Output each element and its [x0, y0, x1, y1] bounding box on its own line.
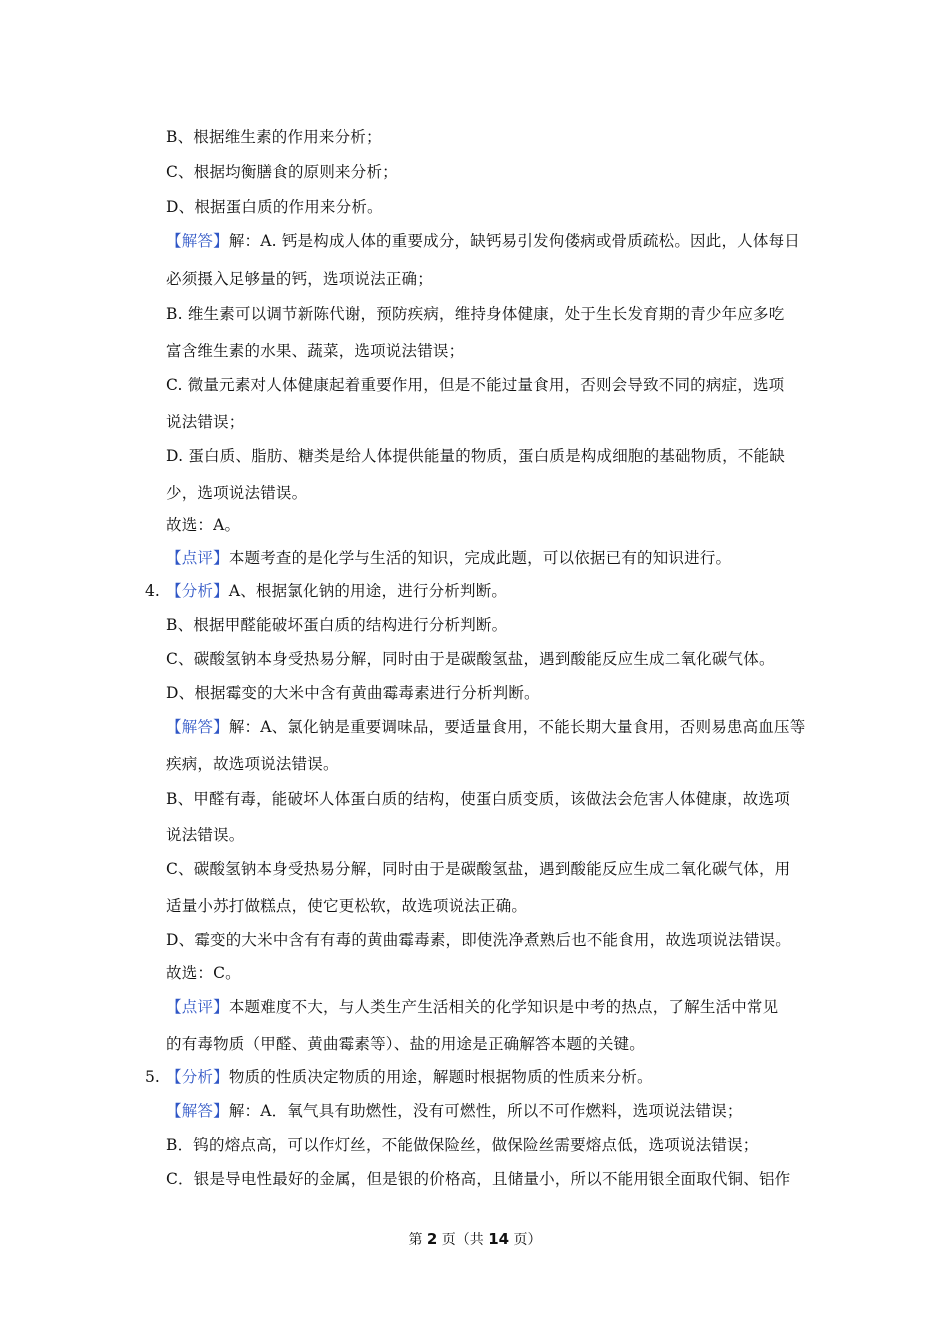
footer-prefix: 第 — [408, 1232, 427, 1248]
q4-answer-choice: 故选：C。 — [166, 964, 241, 982]
q4-answer-line: 适量小苏打做糕点，使它更松软，故选项说法正确。 — [166, 897, 528, 915]
footer-suffix: 页） — [509, 1232, 542, 1248]
q3-analysis-b: B、根据维生素的作用来分析； — [166, 128, 382, 146]
comment-tag: 【点评】 — [166, 998, 229, 1016]
q4-analysis-c: C、碳酸氢钠本身受热易分解，同时由于是碳酸氢盐，遇到酸能反应生成二氧化碳气体。 — [166, 650, 775, 668]
q4-answer-line: D、霉变的大米中含有有毒的黄曲霉毒素，即使洗净煮熟后也不能食用，故选项说法错误。 — [166, 931, 791, 949]
q5-answer-line — [166, 1100, 743, 1122]
q5-answer-text: 解：A．氧气具有助燃性，没有可燃性，所以不可作燃料，选项说法错误； — [228, 1102, 743, 1120]
q5-analysis-line — [166, 1066, 653, 1088]
q3-answer-choice: 故选：A。 — [166, 516, 241, 534]
page-number: 2 — [426, 1230, 438, 1248]
q3-answer-text: 解：A. 钙是构成人体的重要成分，缺钙易引发佝偻病或骨质疏松。因此，人体每日 — [228, 232, 800, 250]
q4-answer-line: B、甲醛有毒，能破坏人体蛋白质的结构，使蛋白质变质，该做法会危害人体健康，故选项 — [166, 790, 790, 808]
q3-answer-line: 富含维生素的水果、蔬菜，选项说法错误； — [166, 342, 465, 360]
q4-analysis-b: B、根据甲醛能破坏蛋白质的结构进行分析判断。 — [166, 616, 508, 634]
q4-number: 4. — [145, 582, 160, 600]
answer-tag: 【解答】 — [166, 232, 229, 250]
q4-comment-line: 的有毒物质（甲醛、黄曲霉素等）、盐的用途是正确解答本题的关键。 — [166, 1035, 645, 1053]
comment-tag: 【点评】 — [166, 549, 229, 567]
q4-answer-line: C、碳酸氢钠本身受热易分解，同时由于是碳酸氢盐，遇到酸能反应生成二氧化碳气体，用 — [166, 860, 791, 878]
q3-answer-line — [166, 230, 800, 252]
answer-tag: 【解答】 — [166, 718, 229, 736]
answer-tag: 【解答】 — [166, 1102, 229, 1120]
q5-answer-line: C．银是导电性最好的金属，但是银的价格高，且储量小，所以不能用银全面取代铜、铝作 — [166, 1170, 791, 1188]
q4-answer-text: 解：A、氯化钠是重要调味品，要适量食用，不能长期大量食用，否则易患高血压等 — [228, 718, 806, 736]
q3-answer-line: B. 维生素可以调节新陈代谢，预防疾病，维持身体健康，处于生长发育期的青少年应多吃 — [166, 305, 785, 323]
q4-comment-line — [166, 996, 778, 1018]
q4-answer-line: 说法错误。 — [166, 826, 245, 844]
q4-comment-text: 本题难度不大，与人类生产生活相关的化学知识是中考的热点，了解生活中常见 — [228, 998, 779, 1016]
q3-answer-line: 说法错误； — [166, 413, 245, 431]
q3-answer-line: D. 蛋白质、脂肪、糖类是给人体提供能量的物质，蛋白质是构成细胞的基础物质，不能缺 — [166, 447, 785, 465]
q3-answer-line: 必须摄入足够量的钙，选项说法正确； — [166, 270, 433, 288]
analysis-tag: 【分析】 — [166, 1068, 229, 1086]
q4-answer-line: 疾病，故选项说法错误。 — [166, 755, 339, 773]
page-total: 14 — [488, 1230, 510, 1248]
q4-analysis-line — [166, 580, 507, 602]
analysis-tag: 【分析】 — [166, 582, 229, 600]
q3-answer-line: 少，选项说法错误。 — [166, 484, 308, 502]
q3-analysis-d: D、根据蛋白质的作用来分析。 — [166, 198, 383, 216]
q4-analysis-text: A、根据氯化钠的用途，进行分析判断。 — [228, 582, 508, 600]
page-footer — [0, 1229, 950, 1250]
q5-analysis-text: 物质的性质决定物质的用途，解题时根据物质的性质来分析。 — [228, 1068, 653, 1086]
q3-comment-text: 本题考查的是化学与生活的知识，完成此题，可以依据已有的知识进行。 — [228, 549, 732, 567]
q5-answer-line: B．钨的熔点高，可以作灯丝，不能做保险丝，做保险丝需要熔点低，选项说法错误； — [166, 1136, 759, 1154]
q3-analysis-c: C、根据均衡膳食的原则来分析； — [166, 163, 398, 181]
q4-answer-line — [166, 716, 805, 738]
footer-middle: 页（共 — [437, 1232, 489, 1248]
q5-number: 5. — [145, 1068, 160, 1086]
q3-answer-line: C. 微量元素对人体健康起着重要作用，但是不能过量食用，否则会导致不同的病症，选项 — [166, 376, 785, 394]
q3-comment-line — [166, 547, 731, 569]
q4-analysis-d: D、根据霉变的大米中含有黄曲霉毒素进行分析判断。 — [166, 684, 540, 702]
